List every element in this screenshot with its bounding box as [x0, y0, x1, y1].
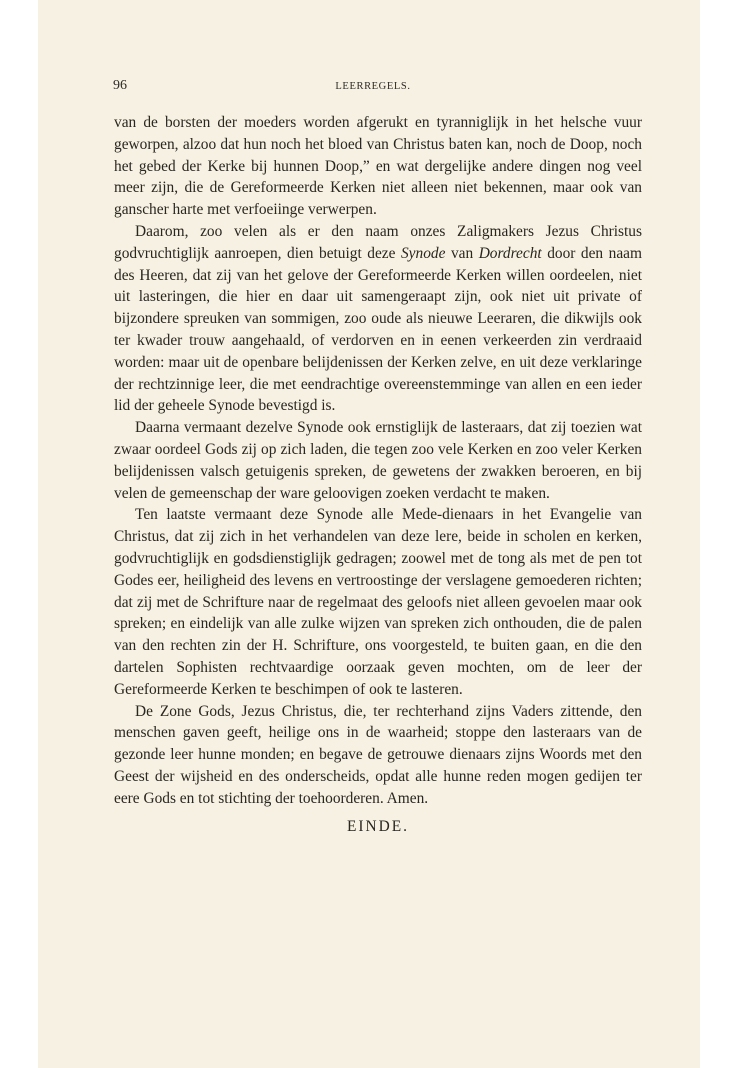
italic-synode: Synode [400, 244, 446, 262]
paragraph-2 [114, 221, 642, 417]
book-page [38, 0, 700, 1068]
paragraph-2-part-a: Daarom, zoo velen als er den naam onzes Zaligmakers Jezus Christus godvruchtiglijk aanroepen, dien betuigt deze [114, 222, 642, 262]
italic-dordrecht: Dordrecht [478, 244, 542, 262]
body-text [114, 112, 642, 837]
paragraph-5: De Zone Gods, Jezus Christus, die, ter rechterhand zijns Vaders zittende, den menschen gaven geeft, heilige ons in de waarheid; stoppe den lasteraars van de gezonde leer hunne monden; en begave de getrouwe dienaars zijns Woords met den Geest der wijsheid en des onderscheids, opdat alle hunne reden mogen gedijen ter eere Gods en tot stichting der toehoorderen. Amen. [114, 702, 642, 807]
paragraph-1: van de borsten der moeders worden afgerukt en tyranniglijk in het helsche vuur geworpen, alzoo dat hun noch het bloed van Christus baten kan, noch de Doop, noch het gebed der Kerke bij hunnen Doop,” en wat dergelijke andere dingen nog veel meer zijn, die de Gereformeerde Kerken niet alleen niet bekennen, maar ook van ganscher harte met verfoeiinge verwerpen. [114, 114, 642, 219]
paragraph-4: Ten laatste vermaant deze Synode alle Mede-dienaars in het Evangelie van Christus, dat zij zich in het verhandelen van deze lere, beide in scholen en kerken, godvruchtiglijk en godsdienstiglijk gedragen; zoowel met de tong als met de pen tot Godes eer, heiligheid des levens en vertroostinge der verslagene gemoederen richten; dat zij met de Schrifture naar de regelmaat des geloofs niet alleen gevoelen maar ook spreken; en eindelijk van alle zulke wijzen van spreken zich onthouden, die de palen van den rechten zin der H. Schrifture, ons voorgesteld, te buiten gaan, en die den dartelen Sophisten rechtvaardige oorzaak geven mochten, om de leer der Gereformeerde Kerken te beschimpen of ook te lasteren. [114, 506, 642, 698]
paragraph-3: Daarna vermaant dezelve Synode ook ernstiglijk de lasteraars, dat zij toezien wat zwaar oordeel Gods zij op zich laden, die tegen zoo vele Kerken en zoo veler Kerken belijdenissen valsch getuigenis spreken, de gewetens der zwakken beroeren, en bij velen de gemeenschap der ware geloovigen zoeken verdacht te maken. [114, 419, 642, 502]
running-head: LEERREGELS. [335, 81, 411, 92]
paragraph-2-part-c: door den naam des Heeren, dat zij van het gelove der Gereformeerde Kerken willen oordeelen, niet uit lasteringen, die hier en daar uit samengeraapt zijn, ook niet uit private of bijzondere spreuken van sommigen, zoo oude als nieuwe Leeraren, die dikwijls ook ter kwader trouw aangehaald, of verdorven en in eenen verkeerden zin verdraaid worden: maar uit de openbare belijdenissen der Kerken zelve, en uit deze verklaringe der rechtzinnige leer, die met eendrachtige overeenstemminge van allen en een ieder lid der geheele Synode bevestigd is. [114, 244, 642, 415]
page-header [113, 78, 633, 98]
paragraph-2-part-b: van [450, 244, 474, 262]
page-number: 96 [113, 78, 127, 93]
closing-einde: EINDE. [346, 817, 409, 835]
